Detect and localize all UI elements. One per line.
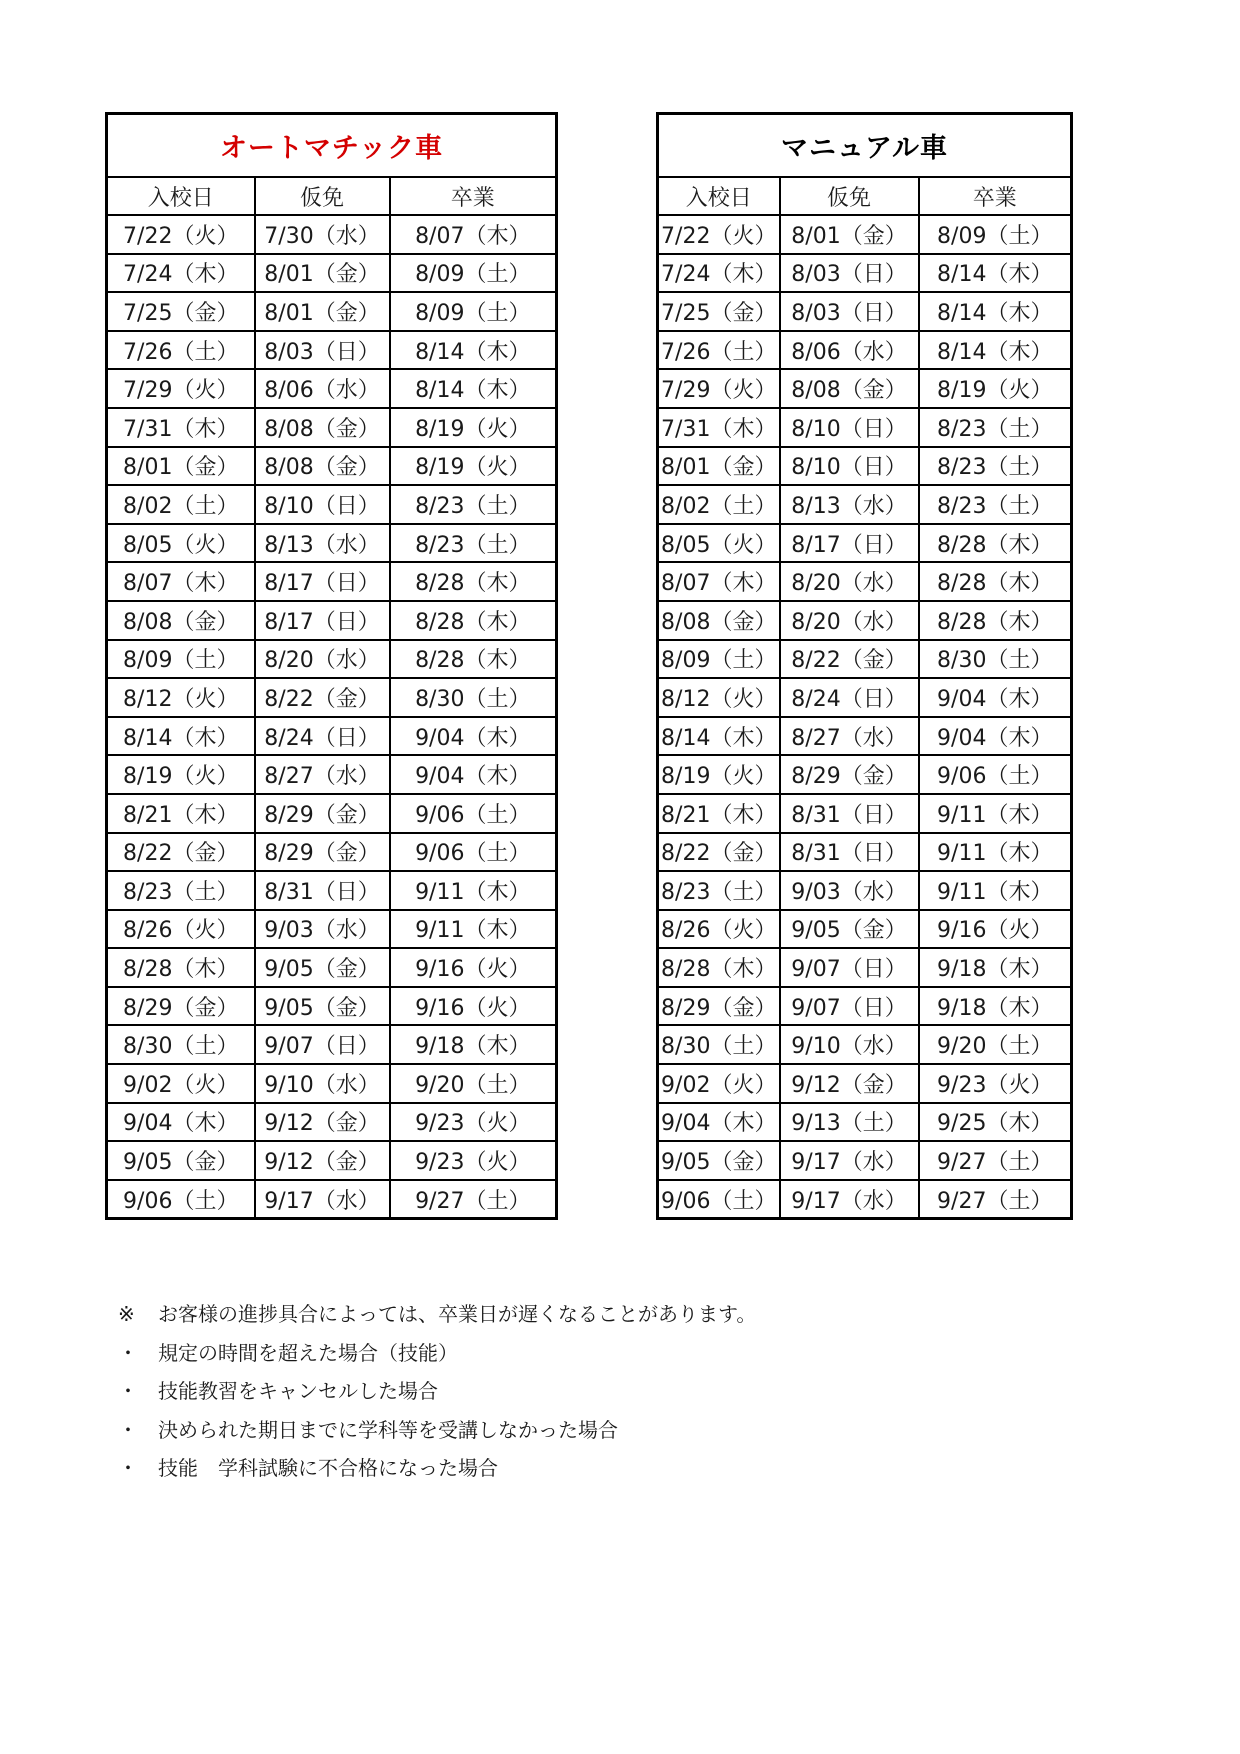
table-row bbox=[107, 640, 557, 679]
enrollment-date-cell: 9/02（火） bbox=[107, 1064, 255, 1103]
provisional-license-cell: 8/27（水） bbox=[780, 717, 919, 756]
provisional-license-cell: 8/27（水） bbox=[255, 755, 390, 794]
provisional-license-cell: 8/29（金） bbox=[255, 794, 390, 833]
table-row bbox=[658, 1064, 1072, 1103]
enrollment-date-cell: 8/07（木） bbox=[658, 562, 780, 601]
enrollment-date-cell: 8/26（火） bbox=[658, 910, 780, 949]
provisional-license-cell: 9/03（水） bbox=[780, 871, 919, 910]
header-enrollment-date: 入校日 bbox=[658, 177, 780, 215]
provisional-license-cell: 9/12（金） bbox=[255, 1103, 390, 1142]
note-item bbox=[118, 1411, 756, 1450]
graduation-cell: 9/04（木） bbox=[919, 678, 1072, 717]
note-mark: ※ bbox=[118, 1302, 135, 1326]
provisional-license-cell: 8/13（水） bbox=[780, 485, 919, 524]
provisional-license-cell: 8/29（金） bbox=[255, 833, 390, 872]
graduation-cell: 8/09（土） bbox=[919, 215, 1072, 254]
graduation-cell: 9/16（火） bbox=[919, 910, 1072, 949]
provisional-license-cell: 9/07（日） bbox=[780, 948, 919, 987]
graduation-cell: 8/28（木） bbox=[390, 640, 557, 679]
enrollment-date-cell: 8/14（木） bbox=[658, 717, 780, 756]
table-row bbox=[658, 601, 1072, 640]
enrollment-date-cell: 9/04（木） bbox=[107, 1103, 255, 1142]
table-row bbox=[107, 331, 557, 370]
note-item bbox=[118, 1449, 756, 1488]
graduation-cell: 8/09（土） bbox=[390, 254, 557, 293]
table-row bbox=[107, 601, 557, 640]
table-row bbox=[107, 447, 557, 486]
graduation-cell: 9/18（木） bbox=[919, 948, 1072, 987]
graduation-cell: 9/16（火） bbox=[390, 948, 557, 987]
enrollment-date-cell: 8/21（木） bbox=[658, 794, 780, 833]
table-row bbox=[658, 254, 1072, 293]
graduation-cell: 8/28（木） bbox=[390, 562, 557, 601]
table-row bbox=[658, 1180, 1072, 1219]
graduation-cell: 8/09（土） bbox=[390, 292, 557, 331]
enrollment-date-cell: 9/02（火） bbox=[658, 1064, 780, 1103]
enrollment-date-cell: 9/05（金） bbox=[658, 1141, 780, 1180]
enrollment-date-cell: 7/22（火） bbox=[658, 215, 780, 254]
provisional-license-cell: 8/20（水） bbox=[780, 562, 919, 601]
graduation-cell: 8/14（木） bbox=[390, 369, 557, 408]
enrollment-date-cell: 7/31（木） bbox=[107, 408, 255, 447]
enrollment-date-cell: 8/22（金） bbox=[107, 833, 255, 872]
provisional-license-cell: 9/10（水） bbox=[255, 1064, 390, 1103]
bullet-mark: ・ bbox=[118, 1340, 138, 1365]
provisional-license-cell: 8/08（金） bbox=[780, 369, 919, 408]
automatic-table-body bbox=[107, 215, 557, 1219]
provisional-license-cell: 8/17（日） bbox=[255, 562, 390, 601]
graduation-cell: 8/28（木） bbox=[919, 562, 1072, 601]
note-text: 技能教習をキャンセルした場合 bbox=[158, 1379, 438, 1403]
table-row bbox=[658, 331, 1072, 370]
graduation-cell: 9/11（木） bbox=[919, 871, 1072, 910]
enrollment-date-cell: 8/30（土） bbox=[107, 1025, 255, 1064]
note-text: 技能 学科試験に不合格になった場合 bbox=[158, 1456, 498, 1480]
graduation-cell: 8/14（木） bbox=[919, 292, 1072, 331]
enrollment-date-cell: 8/22（金） bbox=[658, 833, 780, 872]
graduation-cell: 8/23（土） bbox=[919, 447, 1072, 486]
manual-schedule-table bbox=[656, 112, 1073, 1220]
provisional-license-cell: 9/10（水） bbox=[780, 1025, 919, 1064]
header-provisional-license: 仮免 bbox=[255, 177, 390, 215]
provisional-license-cell: 9/07（日） bbox=[255, 1025, 390, 1064]
table-row bbox=[107, 215, 557, 254]
table-row bbox=[107, 1025, 557, 1064]
note-item bbox=[118, 1334, 756, 1373]
graduation-cell: 9/11（木） bbox=[919, 833, 1072, 872]
graduation-cell: 8/23（土） bbox=[919, 408, 1072, 447]
enrollment-date-cell: 8/30（土） bbox=[658, 1025, 780, 1064]
header-enrollment-date: 入校日 bbox=[107, 177, 255, 215]
enrollment-date-cell: 8/12（火） bbox=[658, 678, 780, 717]
enrollment-date-cell: 7/26（土） bbox=[658, 331, 780, 370]
graduation-cell: 8/14（木） bbox=[390, 331, 557, 370]
enrollment-date-cell: 7/31（木） bbox=[658, 408, 780, 447]
provisional-license-cell: 8/31（日） bbox=[780, 833, 919, 872]
table-row bbox=[107, 369, 557, 408]
bullet-mark: ・ bbox=[118, 1379, 138, 1403]
graduation-cell: 9/23（火） bbox=[390, 1103, 557, 1142]
graduation-cell: 9/06（土） bbox=[919, 755, 1072, 794]
graduation-cell: 9/23（火） bbox=[390, 1141, 557, 1180]
table-row bbox=[658, 871, 1072, 910]
graduation-cell: 9/27（土） bbox=[919, 1141, 1072, 1180]
graduation-cell: 9/04（木） bbox=[390, 755, 557, 794]
provisional-license-cell: 8/24（日） bbox=[255, 717, 390, 756]
graduation-cell: 9/16（火） bbox=[390, 987, 557, 1026]
provisional-license-cell: 8/08（金） bbox=[255, 408, 390, 447]
provisional-license-cell: 7/30（水） bbox=[255, 215, 390, 254]
notes-section bbox=[118, 1295, 756, 1488]
provisional-license-cell: 8/01（金） bbox=[255, 254, 390, 293]
table-row bbox=[107, 485, 557, 524]
provisional-license-cell: 9/17（水） bbox=[780, 1141, 919, 1180]
enrollment-date-cell: 7/24（木） bbox=[107, 254, 255, 293]
enrollment-date-cell: 8/01（金） bbox=[658, 447, 780, 486]
note-asterisk bbox=[118, 1295, 756, 1334]
enrollment-date-cell: 9/04（木） bbox=[658, 1103, 780, 1142]
graduation-cell: 9/18（木） bbox=[919, 987, 1072, 1026]
graduation-cell: 8/07（木） bbox=[390, 215, 557, 254]
provisional-license-cell: 8/03（日） bbox=[780, 292, 919, 331]
provisional-license-cell: 8/22（金） bbox=[780, 640, 919, 679]
graduation-cell: 9/27（土） bbox=[390, 1180, 557, 1219]
provisional-license-cell: 9/05（金） bbox=[255, 948, 390, 987]
enrollment-date-cell: 8/29（金） bbox=[658, 987, 780, 1026]
provisional-license-cell: 9/07（日） bbox=[780, 987, 919, 1026]
graduation-cell: 9/25（木） bbox=[919, 1103, 1072, 1142]
provisional-license-cell: 8/08（金） bbox=[255, 447, 390, 486]
provisional-license-cell: 9/13（土） bbox=[780, 1103, 919, 1142]
table-row bbox=[107, 948, 557, 987]
table-row bbox=[107, 408, 557, 447]
graduation-cell: 8/28（木） bbox=[390, 601, 557, 640]
table-row bbox=[658, 755, 1072, 794]
table-row bbox=[107, 833, 557, 872]
provisional-license-cell: 8/03（日） bbox=[255, 331, 390, 370]
provisional-license-cell: 8/13（水） bbox=[255, 524, 390, 563]
graduation-cell: 9/27（土） bbox=[919, 1180, 1072, 1219]
note-text: お客様の進捗具合によっては、卒業日が遅くなることがあります。 bbox=[158, 1302, 757, 1326]
table-row bbox=[658, 215, 1072, 254]
provisional-license-cell: 9/05（金） bbox=[255, 987, 390, 1026]
provisional-license-cell: 8/06（水） bbox=[255, 369, 390, 408]
provisional-license-cell: 9/17（水） bbox=[780, 1180, 919, 1219]
enrollment-date-cell: 8/05（火） bbox=[107, 524, 255, 563]
provisional-license-cell: 9/03（水） bbox=[255, 910, 390, 949]
enrollment-date-cell: 8/23（土） bbox=[658, 871, 780, 910]
enrollment-date-cell: 8/19（火） bbox=[658, 755, 780, 794]
table-row bbox=[658, 948, 1072, 987]
header-provisional-license: 仮免 bbox=[780, 177, 919, 215]
table-row bbox=[658, 485, 1072, 524]
graduation-cell: 8/28（木） bbox=[919, 601, 1072, 640]
provisional-license-cell: 8/10（日） bbox=[780, 447, 919, 486]
table-row bbox=[107, 1141, 557, 1180]
table-row bbox=[658, 1103, 1072, 1142]
provisional-license-cell: 8/24（日） bbox=[780, 678, 919, 717]
table-row bbox=[107, 292, 557, 331]
enrollment-date-cell: 8/02（土） bbox=[658, 485, 780, 524]
graduation-cell: 8/14（木） bbox=[919, 331, 1072, 370]
provisional-license-cell: 9/12（金） bbox=[255, 1141, 390, 1180]
manual-table-body bbox=[658, 215, 1072, 1219]
enrollment-date-cell: 8/05（火） bbox=[658, 524, 780, 563]
enrollment-date-cell: 8/07（木） bbox=[107, 562, 255, 601]
graduation-cell: 9/11（木） bbox=[919, 794, 1072, 833]
table-row bbox=[107, 871, 557, 910]
graduation-cell: 8/30（土） bbox=[390, 678, 557, 717]
provisional-license-cell: 8/31（日） bbox=[780, 794, 919, 833]
provisional-license-cell: 9/12（金） bbox=[780, 1064, 919, 1103]
enrollment-date-cell: 7/24（木） bbox=[658, 254, 780, 293]
provisional-license-cell: 8/10（日） bbox=[255, 485, 390, 524]
manual-table-title: マニュアル車 bbox=[658, 114, 1072, 178]
table-row bbox=[658, 910, 1072, 949]
graduation-cell: 8/19（火） bbox=[390, 408, 557, 447]
enrollment-date-cell: 8/21（木） bbox=[107, 794, 255, 833]
enrollment-date-cell: 8/01（金） bbox=[107, 447, 255, 486]
table-row bbox=[658, 369, 1072, 408]
enrollment-date-cell: 7/22（火） bbox=[107, 215, 255, 254]
enrollment-date-cell: 8/28（木） bbox=[107, 948, 255, 987]
provisional-license-cell: 8/29（金） bbox=[780, 755, 919, 794]
graduation-cell: 9/20（土） bbox=[919, 1025, 1072, 1064]
table-row bbox=[658, 794, 1072, 833]
table-row bbox=[107, 1064, 557, 1103]
graduation-cell: 9/11（木） bbox=[390, 910, 557, 949]
enrollment-date-cell: 8/09（土） bbox=[107, 640, 255, 679]
table-row bbox=[658, 1025, 1072, 1064]
automatic-schedule-table bbox=[105, 112, 558, 1220]
graduation-cell: 9/18（木） bbox=[390, 1025, 557, 1064]
note-text: 規定の時間を超えた場合（技能） bbox=[158, 1340, 458, 1365]
enrollment-date-cell: 8/23（土） bbox=[107, 871, 255, 910]
note-item bbox=[118, 1372, 756, 1411]
automatic-table-title: オートマチック車 bbox=[107, 114, 557, 178]
bullet-mark: ・ bbox=[118, 1456, 138, 1480]
table-row bbox=[658, 1141, 1072, 1180]
table-row bbox=[658, 678, 1072, 717]
table-row bbox=[107, 987, 557, 1026]
table-row bbox=[658, 987, 1072, 1026]
provisional-license-cell: 8/01（金） bbox=[255, 292, 390, 331]
enrollment-date-cell: 8/08（金） bbox=[658, 601, 780, 640]
table-row bbox=[658, 292, 1072, 331]
table-row bbox=[658, 447, 1072, 486]
table-row bbox=[107, 524, 557, 563]
table-row bbox=[658, 833, 1072, 872]
table-row bbox=[658, 562, 1072, 601]
provisional-license-cell: 8/06（水） bbox=[780, 331, 919, 370]
graduation-cell: 8/23（土） bbox=[390, 524, 557, 563]
table-row bbox=[107, 678, 557, 717]
provisional-license-cell: 8/17（日） bbox=[780, 524, 919, 563]
provisional-license-cell: 8/17（日） bbox=[255, 601, 390, 640]
graduation-cell: 9/06（土） bbox=[390, 833, 557, 872]
graduation-cell: 8/23（土） bbox=[919, 485, 1072, 524]
enrollment-date-cell: 8/12（火） bbox=[107, 678, 255, 717]
provisional-license-cell: 9/05（金） bbox=[780, 910, 919, 949]
graduation-cell: 9/06（土） bbox=[390, 794, 557, 833]
enrollment-date-cell: 8/26（火） bbox=[107, 910, 255, 949]
table-row bbox=[107, 562, 557, 601]
graduation-cell: 8/14（木） bbox=[919, 254, 1072, 293]
graduation-cell: 9/04（木） bbox=[919, 717, 1072, 756]
enrollment-date-cell: 7/29（火） bbox=[107, 369, 255, 408]
table-row bbox=[658, 408, 1072, 447]
enrollment-date-cell: 7/25（金） bbox=[658, 292, 780, 331]
graduation-cell: 8/19（火） bbox=[919, 369, 1072, 408]
header-graduation: 卒業 bbox=[390, 177, 557, 215]
table-row bbox=[107, 794, 557, 833]
provisional-license-cell: 8/03（日） bbox=[780, 254, 919, 293]
enrollment-date-cell: 9/06（土） bbox=[107, 1180, 255, 1219]
graduation-cell: 8/28（木） bbox=[919, 524, 1072, 563]
bullet-mark: ・ bbox=[118, 1417, 138, 1442]
enrollment-date-cell: 9/06（土） bbox=[658, 1180, 780, 1219]
table-row bbox=[107, 1103, 557, 1142]
provisional-license-cell: 8/20（水） bbox=[255, 640, 390, 679]
table-row bbox=[107, 1180, 557, 1219]
enrollment-date-cell: 8/09（土） bbox=[658, 640, 780, 679]
table-row bbox=[658, 640, 1072, 679]
enrollment-date-cell: 7/25（金） bbox=[107, 292, 255, 331]
enrollment-date-cell: 8/28（木） bbox=[658, 948, 780, 987]
table-row bbox=[107, 717, 557, 756]
graduation-cell: 8/19（火） bbox=[390, 447, 557, 486]
provisional-license-cell: 8/22（金） bbox=[255, 678, 390, 717]
enrollment-date-cell: 9/05（金） bbox=[107, 1141, 255, 1180]
graduation-cell: 9/04（木） bbox=[390, 717, 557, 756]
enrollment-date-cell: 8/29（金） bbox=[107, 987, 255, 1026]
provisional-license-cell: 8/01（金） bbox=[780, 215, 919, 254]
table-row bbox=[658, 717, 1072, 756]
graduation-cell: 9/23（火） bbox=[919, 1064, 1072, 1103]
graduation-cell: 8/23（土） bbox=[390, 485, 557, 524]
provisional-license-cell: 8/20（水） bbox=[780, 601, 919, 640]
graduation-cell: 9/20（土） bbox=[390, 1064, 557, 1103]
table-row bbox=[107, 254, 557, 293]
table-row bbox=[107, 910, 557, 949]
enrollment-date-cell: 8/14（木） bbox=[107, 717, 255, 756]
enrollment-date-cell: 8/02（土） bbox=[107, 485, 255, 524]
enrollment-date-cell: 8/19（火） bbox=[107, 755, 255, 794]
enrollment-date-cell: 7/29（火） bbox=[658, 369, 780, 408]
table-row bbox=[658, 524, 1072, 563]
header-graduation: 卒業 bbox=[919, 177, 1072, 215]
provisional-license-cell: 8/31（日） bbox=[255, 871, 390, 910]
enrollment-date-cell: 7/26（土） bbox=[107, 331, 255, 370]
graduation-cell: 9/11（木） bbox=[390, 871, 557, 910]
graduation-cell: 8/30（土） bbox=[919, 640, 1072, 679]
provisional-license-cell: 9/17（水） bbox=[255, 1180, 390, 1219]
provisional-license-cell: 8/10（日） bbox=[780, 408, 919, 447]
enrollment-date-cell: 8/08（金） bbox=[107, 601, 255, 640]
note-text: 決められた期日までに学科等を受講しなかった場合 bbox=[158, 1417, 618, 1442]
table-row bbox=[107, 755, 557, 794]
